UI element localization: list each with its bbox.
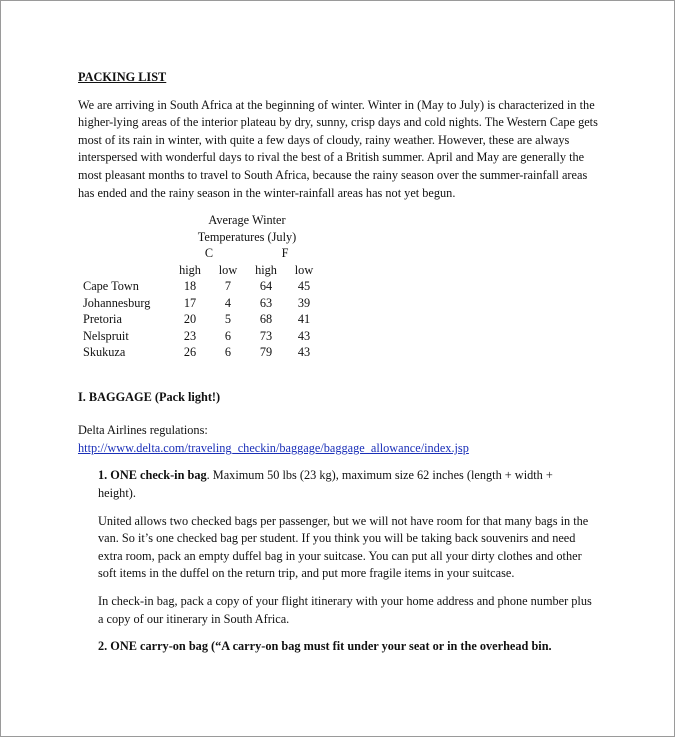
itinerary-paragraph: In check-in bag, pack a copy of your flight itinerary with your home address and phone number plus a copy of our itinerary in South Africa. [98,594,592,626]
f-low-value: 41 [297,312,311,327]
f-low-value: 43 [297,328,311,343]
checked-bags-paragraph: United allows two checked bags per passenger, but we will not have room for that many bags in the van. So it’s one checked bag per student. If you think you will be taking back souvenirs and need extra room, pack an empty duffel bag in your suitcase. You can put all your dirty clothes and other soft items in the duffel on the return trip, and put more fragile items in your suitcase. [98,513,589,581]
c-high-value: 23 [183,328,197,343]
baggage-items [98,467,593,655]
check-in-bag-text: . Maximum 50 lbs (23 kg), maximum size 62 inches (length + width + height). [98,468,553,501]
col-header-c-high: high [179,262,201,277]
c-low-value: 6 [224,328,232,343]
f-low-value: 39 [297,295,311,310]
temperature-table [78,212,323,361]
intro-paragraph: We are arriving in South Africa at the beginning of winter. Winter in (May to July) is characterized in the higher-lying areas of the interior plateau by dry, sunny, crisp days and cold nights. The Western Cape gets most of its rain in winter, with quite a few days of cloudy, rainy weather. However, these are always interspersed with wonderful days to rival the best of a British summer. April and May are generally the most pleasant months to travel to South Africa, because the rainy season over the summer-rainfall areas has ended and the rainy season in the winter-rainfall areas has not yet begun. [78,97,598,200]
document-body [78,69,598,666]
col-header-f-high: high [255,262,277,277]
city-name: Johannesburg [83,295,151,310]
col-header-c-low: low [218,262,238,277]
c-high-value: 18 [183,279,197,294]
f-low-value: 45 [297,279,311,294]
unit-fahrenheit: F [281,246,289,261]
airline-label: Delta Airlines regulations: [78,423,208,438]
city-name: Nelspruit [83,328,129,343]
c-high-value: 17 [183,295,197,310]
unit-celsius: C [204,246,214,261]
c-low-value: 4 [224,295,232,310]
table-row [78,295,323,312]
f-high-value: 79 [259,345,273,360]
f-high-value: 68 [259,312,273,327]
c-low-value: 6 [224,345,232,360]
c-low-value: 5 [224,312,232,327]
table-title-line1: Average Winter [208,213,286,228]
c-low-value: 7 [224,279,232,294]
city-name: Pretoria [83,312,122,327]
table-row [78,328,323,345]
table-row [78,278,323,295]
table-row [78,344,323,361]
c-high-value: 20 [183,312,197,327]
col-header-f-low: low [294,262,314,277]
page-title: PACKING LIST [78,70,167,84]
baggage-allowance-link[interactable]: http://www.delta.com/traveling_checkin/baggage/baggage_allowance/index.jsp [78,440,469,455]
table-row [78,311,323,328]
f-low-value: 43 [297,345,311,360]
check-in-bag-label: 1. ONE check-in bag [98,468,207,483]
c-high-value: 26 [183,345,197,360]
f-high-value: 63 [259,295,273,310]
carry-on-bag-label: 2. ONE carry-on bag (“A carry-on bag must fit under your seat or in the overhead bin. [98,639,552,654]
city-name: Skukuza [83,345,126,360]
city-name: Cape Town [83,279,139,294]
f-high-value: 64 [259,279,273,294]
f-high-value: 73 [259,328,273,343]
check-in-bag-paragraph [98,467,593,502]
baggage-section-title: I. BAGGAGE (Pack light!) [78,389,221,404]
table-title-line2: Temperatures (July) [197,229,297,244]
